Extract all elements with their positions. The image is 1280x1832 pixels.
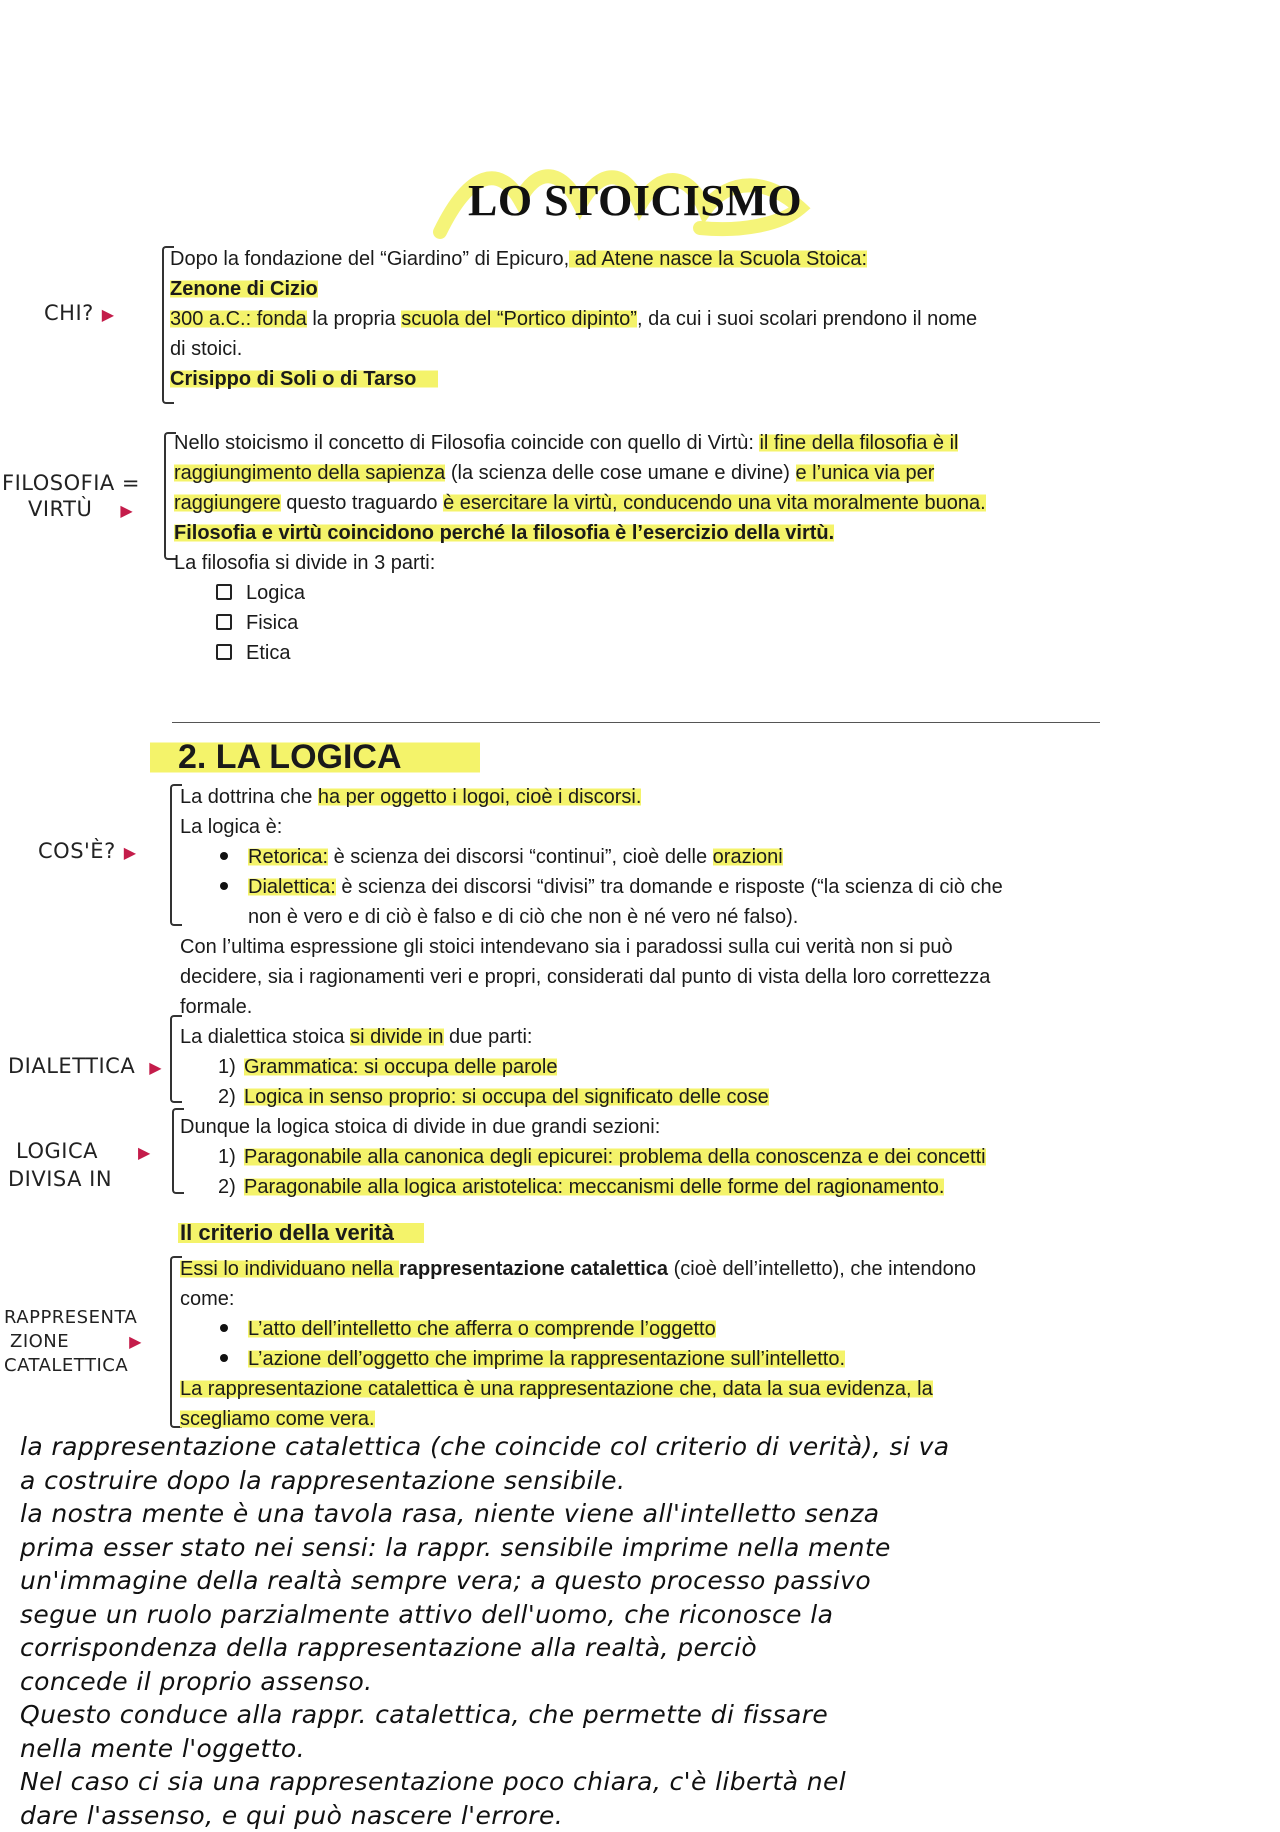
arrow-icon: ▶ — [124, 843, 137, 862]
bullet-icon — [220, 1354, 228, 1362]
margin-note-dialettica: DIALETTICA ▶ — [8, 1053, 162, 1081]
margin-note-rappresentazione: RAPPRESENTA ZIONE ▶ CATALETTICA — [4, 1306, 142, 1378]
handwritten-line: la rappresentazione catalettica (che coincide col criterio di verità), si va — [20, 1430, 1260, 1464]
crisippo-name: Crisippo di Soli o di Tarso — [170, 368, 438, 390]
filosofia-section: Nello stoicismo il concetto di Filosofia coincide con quello di Virtù: il fine della filosofia è il raggiungimento della sapienza (la scienza delle cose umane e divine) e l’unica via per raggiungere questo traguardo è esercitare la virtù, conducendo una vita moralmente buona. Filosofia e virtù coincidono perché la filosofia è l’esercizio della virtù. La filosofia si divide in 3 parti: Logica Fisica Etica — [174, 428, 986, 668]
list-item: L’azione dell’oggetto che imprime la rappresentazione sull’intelletto. — [220, 1344, 976, 1374]
arrow-icon: ▶ — [120, 501, 133, 520]
bullet-icon — [220, 882, 228, 890]
handwritten-line: segue un ruolo parzialmente attivo dell'uomo, che riconosce la — [20, 1598, 1260, 1632]
bullet-icon — [220, 852, 228, 860]
section-heading-criterio: Il criterio della verità — [178, 1220, 424, 1246]
handwritten-line: la nostra mente è una tavola rasa, niente viene all'intelletto senza — [20, 1497, 1260, 1531]
list-item: 1) Grammatica: si occupa delle parole — [218, 1052, 1003, 1082]
intro-section: Dopo la fondazione del “Giardino” di Epicuro, ad Atene nasce la Scuola Stoica: Zenone di Cizio 300 a.C.: fonda la propria scuola del “Portico dipinto”, da cui i suoi scolari prendono il nome di stoici. Crisippo di Soli o di Tarso — [170, 244, 977, 394]
list-item: Dialettica: è scienza dei discorsi “divisi” tra domande e risposte (“la scienza di ciò che — [220, 872, 1003, 902]
bullet-icon — [220, 1324, 228, 1332]
list-item: L’atto dell’intelletto che afferra o comprende l’oggetto — [220, 1314, 976, 1344]
margin-note-cose: COS'È? ▶ — [38, 838, 137, 866]
list-item: Etica — [216, 638, 986, 668]
arrow-icon: ▶ — [129, 1332, 142, 1351]
handwritten-line: Nel caso ci sia una rappresentazione poco chiara, c'è libertà nel — [20, 1765, 1260, 1799]
list-item: Logica — [216, 578, 986, 608]
section-heading-logica: 2. LA LOGICA — [150, 738, 480, 777]
handwritten-line: concede il proprio assenso. — [20, 1665, 1260, 1699]
handwritten-line: dare l'assenso, e qui può nascere l'errore. — [20, 1799, 1260, 1832]
list-item: Fisica — [216, 608, 986, 638]
zenone-name: Zenone di Cizio — [170, 278, 318, 300]
handwritten-line: corrispondenza della rappresentazione alla realtà, perciò — [20, 1631, 1260, 1665]
handwritten-line: a costruire dopo la rappresentazione sensibile. — [20, 1464, 1260, 1498]
criterio-section: Essi lo individuano nella rappresentazione catalettica (cioè dell’intelletto), che intendono come: L’atto dell’intelletto che afferra o comprende l’oggetto L’azione dell’oggetto che imprime la rappresentazione sull’intelletto. La rappresentazione catalettica è una rappresentazione che, data la sua evidenza, la scegliamo come vera. — [180, 1254, 976, 1434]
handwritten-line: Questo conduce alla rappr. catalettica, che permette di fissare — [20, 1698, 1260, 1732]
checkbox-icon — [216, 644, 232, 660]
page-title: LO STOICISMO — [468, 175, 802, 226]
logica-section: La dottrina che ha per oggetto i logoi, cioè i discorsi. La logica è: Retorica: è scienza dei discorsi “continui”, cioè delle orazioni Dialettica: è scienza dei discorsi “divisi” tra domande e risposte (“la scienza di ciò che non è vero e di ciò è falso e di ciò che non è né vero né falso). Con l’ultima espressione gli stoici intendevano sia i paradossi sulla cui verità non si può decidere, sia i ragionamenti veri e propri, considerati dal punto di vista della loro correttezza formale. La dialettica stoica si divide in due parti: 1) Grammatica: si occupa delle parole 2) Logica in senso proprio: si occupa del significato delle cose Dunque la logica stoica di divide in due grandi sezioni: 1) Paragonabile alla canonica degli epicurei: problema della conoscenza e dei concetti 2) Paragonabile alla logica aristotelica: meccanismi delle forme del ragionamento. — [180, 782, 1003, 1202]
list-item: Retorica: è scienza dei discorsi “continui”, cioè delle orazioni — [220, 842, 1003, 872]
margin-note-logica: LOGICA ▶ DIVISA IN — [8, 1138, 151, 1192]
checkbox-icon — [216, 614, 232, 630]
handwritten-notes — [20, 1430, 1260, 1832]
handwritten-line: prima esser stato nei sensi: la rappr. sensibile imprime nella mente — [20, 1531, 1260, 1565]
handwritten-line: un'immagine della realtà sempre vera; a questo processo passivo — [20, 1564, 1260, 1598]
arrow-icon: ▶ — [102, 305, 115, 324]
list-item: 1) Paragonabile alla canonica degli epicurei: problema della conoscenza e dei concetti — [218, 1142, 1003, 1172]
arrow-icon: ▶ — [149, 1058, 162, 1077]
margin-note-filosofia: FILOSOFIA = VIRTÙ ▶ — [2, 470, 140, 524]
arrow-icon: ▶ — [138, 1143, 151, 1162]
filosofia-thesis: Filosofia e virtù coincidono perché la filosofia è l’esercizio della virtù. — [174, 522, 834, 544]
section-divider — [172, 722, 1100, 723]
handwritten-line: nella mente l'oggetto. — [20, 1732, 1260, 1766]
list-item: 2) Paragonabile alla logica aristotelica: meccanismi delle forme del ragionamento. — [218, 1172, 1003, 1202]
checkbox-icon — [216, 584, 232, 600]
margin-note-chi: CHI? ▶ — [44, 300, 115, 328]
list-item: 2) Logica in senso proprio: si occupa del significato delle cose — [218, 1082, 1003, 1112]
